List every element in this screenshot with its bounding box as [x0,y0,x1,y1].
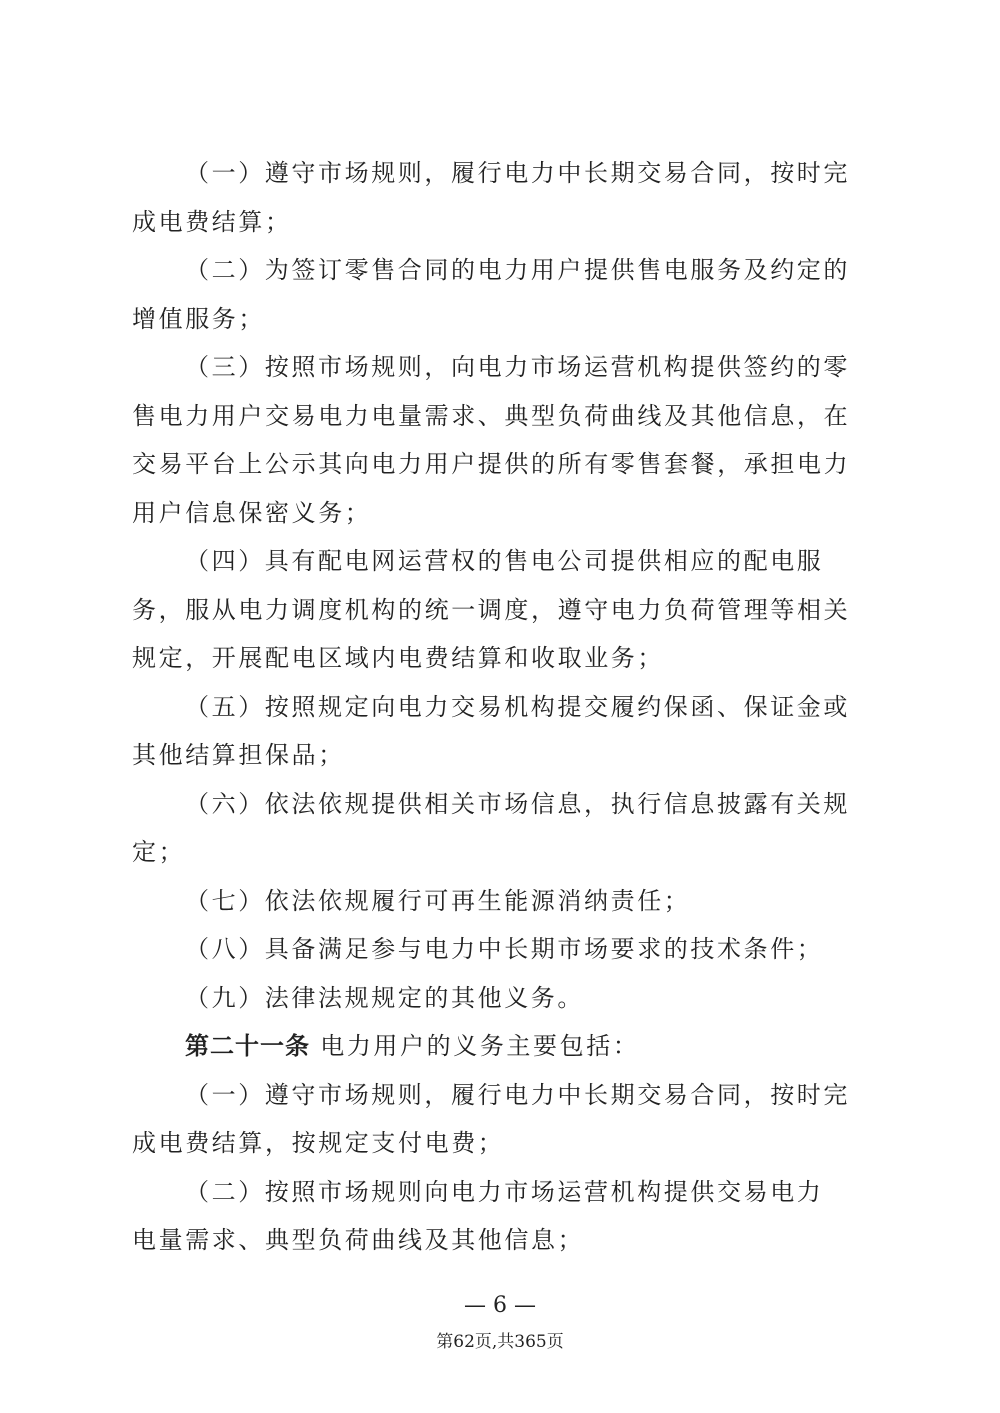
text-line [185,935,823,963]
line-text: （一）遵守市场规则，履行电力中长期交易合同，按时完 [185,159,850,187]
text-line [132,305,265,333]
line-text: （二）为签订零售合同的电力用户提供售电服务及约定的 [185,256,850,284]
text-line [132,644,664,672]
text-line [132,208,292,236]
line-text: 定； [132,838,186,866]
line-text: 其他结算担保品； [132,741,345,769]
line-text: （九）法律法规规定的其他义务。 [185,983,584,1012]
line-text: （二）按照市场规则向电力市场运营机构提供交易电力 [185,1177,824,1206]
text-line [132,1226,584,1254]
line-text: 务，服从电力调度机构的统一调度，遵守电力负荷管理等相关 [132,595,851,624]
text-line [185,1081,850,1109]
line-text: （七）依法依规履行可再生能源消纳责任； [185,886,691,915]
text-line [132,1129,504,1157]
line-text: （六）依法依规提供相关市场信息，执行信息披露有关规 [185,789,850,818]
page-number: — 6 — [464,1293,536,1318]
line-text: （五）按照规定向电力交易机构提交履约保函、保证金或 [185,692,850,721]
line-text: 成电费结算，按规定支付电费； [132,1129,505,1157]
page-count: 第62页,共365页 [436,1332,564,1352]
line-text: 电力用户的义务主要包括： [310,1032,640,1060]
text-line [185,887,690,915]
text-line [132,596,850,624]
text-line [185,159,850,187]
line-text: （三）按照市场规则，向电力市场运营机构提供签约的零 [185,353,850,381]
text-line [185,353,850,381]
text-line [185,256,850,284]
line-text: 成电费结算； [132,207,292,236]
article-heading: 第二十一条 [185,1032,310,1060]
text-line [185,790,850,818]
line-text: 电量需求、典型负荷曲线及其他信息； [132,1226,585,1254]
text-line [185,1178,823,1206]
text-line [132,450,850,478]
text-line [132,741,345,769]
text-line [132,499,371,527]
text-line [185,1032,639,1060]
text-line [132,838,185,866]
line-text: 售电力用户交易电力电量需求、典型负荷曲线及其他信息，在 [132,401,851,430]
text-line [185,693,850,721]
text-line [132,402,850,430]
line-text: 用户信息保密义务； [132,498,372,527]
line-text: 交易平台上公示其向电力用户提供的所有零售套餐，承担电力 [132,450,851,478]
text-line [185,547,823,575]
line-text: （四）具有配电网运营权的售电公司提供相应的配电服 [185,547,824,575]
line-text: （一）遵守市场规则，履行电力中长期交易合同，按时完 [185,1080,850,1109]
line-text: 增值服务； [132,304,265,333]
text-line [185,984,584,1012]
line-text: 规定，开展配电区域内电费结算和收取业务； [132,644,664,672]
line-text: （八）具备满足参与电力中长期市场要求的技术条件； [185,935,824,963]
